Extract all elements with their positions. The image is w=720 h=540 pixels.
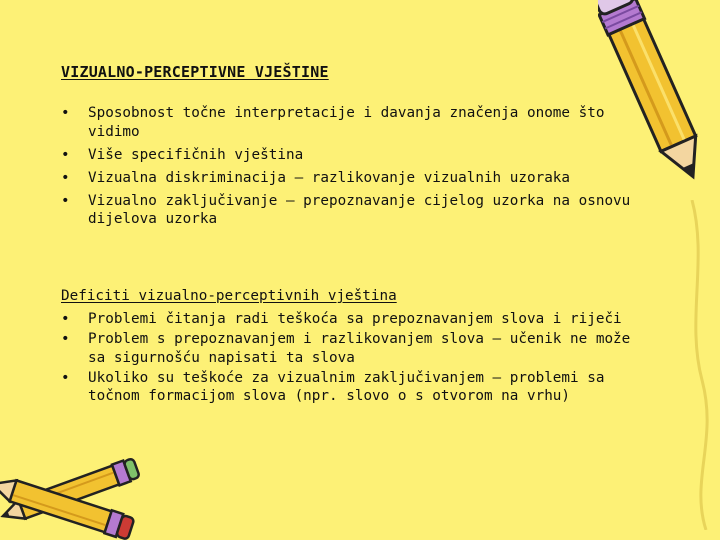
list-item-text: Vizualna diskriminacija – razlikovanje vizualnih uzoraka — [88, 169, 571, 186]
list-item — [61, 169, 641, 188]
list-item — [61, 104, 641, 141]
list-item — [61, 192, 641, 229]
bullet: • — [61, 369, 70, 386]
bullet: • — [61, 169, 70, 186]
list-item-text: Ukoliko su teškoće za vizualnim zaključivanjem – problemi sa točnom formacijom slova (npr. slovo o s otvorom na vrhu) — [88, 369, 605, 404]
list-item — [61, 310, 651, 329]
bullet: • — [61, 146, 70, 163]
list-item-text: Sposobnost točne interpretacije i davanja značenja onome što vidimo — [88, 105, 605, 140]
bullet: • — [61, 311, 70, 327]
list-item-text: Vizualno zaključivanje – prepoznavanje cijelog uzorka na osnovu dijelova uzorka — [88, 192, 631, 227]
deficits-list — [61, 310, 651, 407]
slide-title: VIZUALNO-PERCEPTIVNE VJEŠTINE — [61, 63, 329, 82]
list-item-text: Problemi čitanja radi teškoća sa prepoznavanjem slova i riječi — [88, 311, 622, 327]
bullet: • — [61, 192, 70, 209]
bullet: • — [61, 105, 70, 121]
crossed-pencils-icon — [0, 430, 160, 540]
list-item-text: Više specifičnih vještina — [88, 146, 304, 163]
pencil-icon — [680, 200, 720, 530]
bullet: • — [61, 331, 70, 347]
list-item-text: Problem s prepoznavanjem i razlikovanjem slova – učenik ne može sa sigurnošću napisati ta slova — [88, 331, 631, 366]
list-item — [61, 330, 651, 367]
section-heading: Deficiti vizualno-perceptivnih vještina — [61, 288, 397, 304]
list-item — [61, 369, 651, 406]
list-item — [61, 146, 641, 165]
perceptual-skills-list — [61, 104, 641, 233]
